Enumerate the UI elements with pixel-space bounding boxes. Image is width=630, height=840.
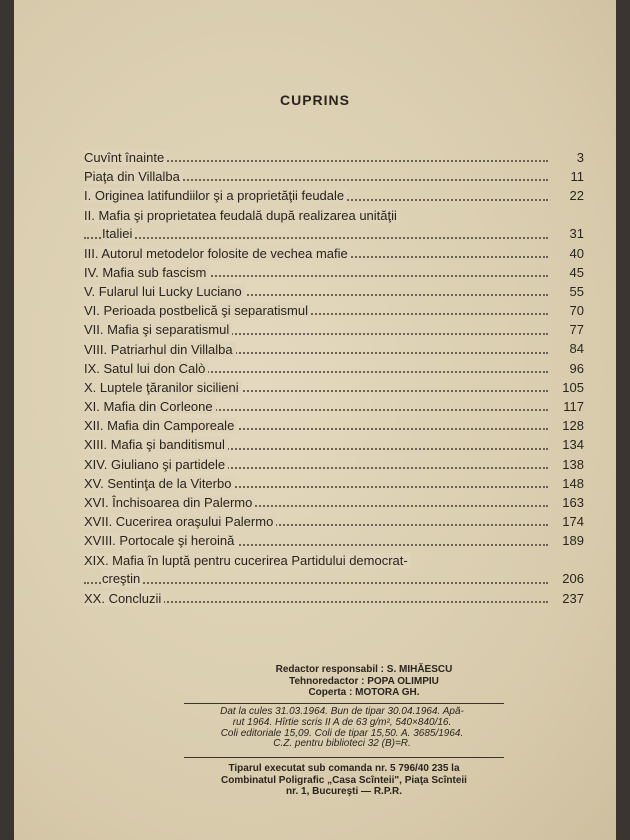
toc-page-number: 148 [562,475,584,491]
divider [184,757,504,758]
toc-page-number: 189 [562,533,584,549]
book-page [14,0,616,840]
toc-page-number: 134 [562,437,584,453]
toc-entry [84,320,584,339]
printer-line: nr. 1, Bucureşti — R.P.R. [286,786,402,797]
toc-page-number: 70 [569,303,584,319]
toc-page-number: 163 [562,494,584,510]
toc-page-number: 77 [569,322,584,338]
toc-entry-title-continued: Italiei [102,224,135,243]
toc-entry-title: VIII. Patriarhul din Villalba [84,342,236,357]
credit-line: Coperta : MOTORA GH. [308,687,420,698]
toc-entry-title: XV. Sentinţa de la Viterbo [84,476,234,491]
dot-leader [84,237,548,239]
toc-page-number: 117 [563,399,584,415]
toc-entry [84,493,584,512]
printer-line: Combinatul Poligrafic „Casa Scînteii", Piaţa Scînteii [221,774,467,786]
toc-page-number: 55 [569,283,584,299]
toc-page-number: 174 [562,514,584,530]
toc-entry-title: V. Fularul lui Lucky Luciano [84,284,245,299]
toc-entry [84,378,584,397]
toc-entry-title: IV. Mafia sub fascism [84,265,209,280]
toc-entry-title: IX. Satul lui don Calò [84,361,208,376]
toc-entry [84,148,584,167]
toc-entry [84,244,584,263]
toc-entry-title: III. Autorul metodelor folosite de vechea mafie [84,246,351,261]
toc-entry [84,416,584,435]
toc-entry [84,340,584,359]
toc-page-number: 11 [570,169,584,185]
credit-line: Redactor responsabil : S. MIHĂESCU [275,664,453,675]
toc-entry-title: XIII. Mafia şi banditismul [84,437,228,452]
toc-entry [84,551,584,589]
toc-entry-title: XVIII. Portocale şi heroină [84,533,237,548]
printer-line: Tiparul executat sub comanda nr. 5 796/40 235 la [228,763,460,774]
toc-page-number: 206 [562,571,584,587]
toc-entry [84,282,584,301]
toc-entry [84,455,584,474]
toc-entry [84,167,584,186]
print-info-block [192,707,492,750]
print-info-line: Dat la cules 31.03.1964. Bun de tipar 30.04.1964. Apă- [220,706,464,717]
toc-entry [84,263,584,282]
toc-entry [84,589,584,608]
divider [184,703,504,704]
toc-entry-title: XVI. Închisoarea din Palermo [84,495,255,510]
print-info-line: rut 1964. Hîrtie scris II A de 63 g/m², 540×840/16. [232,716,452,728]
toc-page-number: 138 [562,456,584,472]
toc-entry [84,474,584,493]
toc-entry-title-continued: creştin [102,569,143,588]
toc-entry [84,301,584,320]
toc-entry-title: I. Originea latifundiilor şi a proprietăţii feudale [84,188,347,203]
toc-entry [84,531,584,550]
toc-page-number: 105 [562,379,584,395]
toc-entry-title: VI. Perioada postbelică şi separatismul [84,303,311,318]
toc-entry [84,359,584,378]
toc-page-number: 31 [569,226,584,242]
toc-entry [84,397,584,416]
page-title: CUPRINS [279,92,350,108]
toc-page-number: 84 [569,341,584,357]
credit-line: Tehnoredactor : POPA OLIMPIU [289,675,439,687]
credits-block [214,664,514,699]
print-info-line: Coli editoriale 15,09. Coli de tipar 15,50. A. 3685/1964. [220,727,464,739]
toc-entry-title: II. Mafia şi proprietatea feudală după realizarea unităţii [84,208,400,223]
toc-page-number: 3 [576,149,584,165]
toc-entry [84,512,584,531]
toc-entry [84,435,584,454]
toc-entry-title: Cuvînt înainte [84,150,167,165]
toc-entry-title: X. Luptele ţăranilor sicilieni [84,380,242,395]
table-of-contents [84,148,584,608]
toc-entry [84,186,584,205]
toc-entry-title: XII. Mafia din Camporeale [84,418,237,433]
dot-leader [84,582,548,584]
print-info-line: C.Z. pentru biblioteci 32 (B)=R. [273,738,411,750]
toc-entry-title: Piaţa din Villalba [84,169,183,184]
toc-page-number: 40 [569,245,584,261]
toc-page-number: 128 [562,418,584,434]
printer-block [174,763,514,798]
toc-page-number: 96 [569,360,584,376]
toc-entry-title: XX. Concluzii [84,591,164,606]
toc-entry-title: XVII. Cucerirea oraşului Palermo [84,514,276,529]
toc-entry [84,206,584,244]
toc-entry-title: XIV. Giuliano şi partidele [84,457,228,472]
toc-entry-title: XIX. Mafia în luptă pentru cucerirea Partidului democrat- [84,553,411,568]
toc-page-number: 237 [562,590,584,606]
toc-page-number: 22 [569,188,584,204]
toc-page-number: 45 [569,264,584,280]
toc-entry-title: XI. Mafia din Corleone [84,399,216,414]
toc-entry-title: VII. Mafia şi separatismul [84,322,232,337]
